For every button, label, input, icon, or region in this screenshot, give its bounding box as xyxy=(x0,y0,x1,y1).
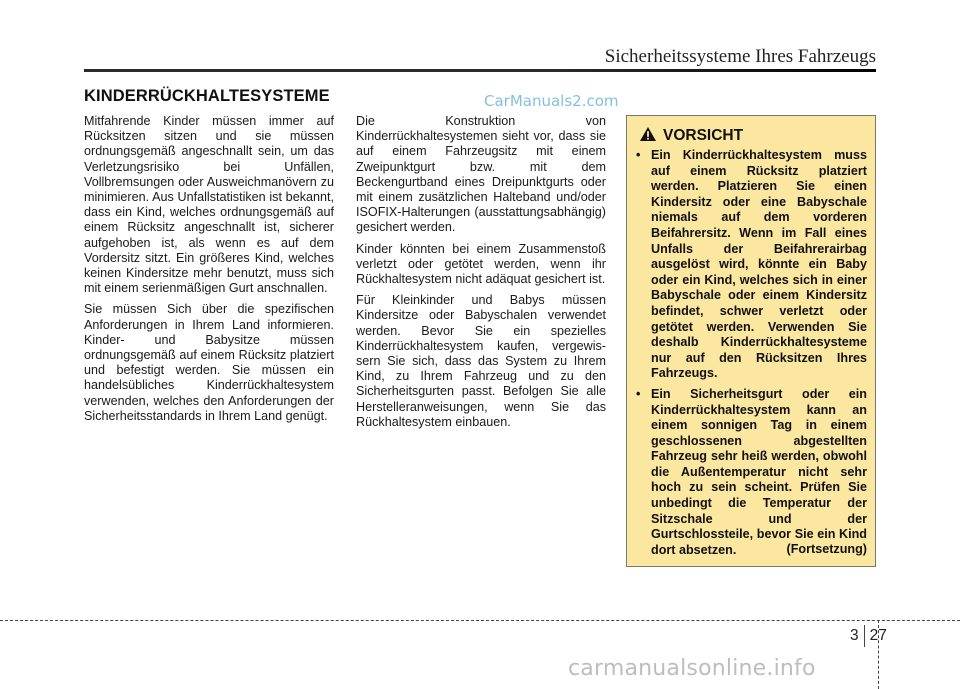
warning-box xyxy=(626,115,876,567)
footer-rule xyxy=(0,620,960,621)
warning-item: • Ein Sicherheitsgurt oder ein Kinderrückhaltesystem kann an einem sonnigen Tag in einem geschlossenen abgestellten Fahrzeug sehr heiß werden, obwohl die Außentemperatur nicht sehr hoch zu sein scheint. Prüfen Sie unbedingt die Temperatur der Sitzschale und der Gurtschlossteile, bevor Sie ein Kind dort absetzen. xyxy=(635,387,867,559)
watermark-top: CarManuals2.com xyxy=(484,92,619,110)
page-number xyxy=(850,625,887,647)
paragraph: Mitfahrende Kinder müssen immer auf Rücksitzen sitzen und sie müssen ordnungsgemäß angeschnallt sein, um das Verletzungsrisiko bei Unfällen, Vollbremsungen oder Ausweichmanövern zu minimieren. Aus Unfallstatistiken ist bekannt, dass ein Kind, welches ordnungsgemäß auf einem Rücksitz angeschnallt ist, sicherer aufgehoben ist, als wenn es auf dem Vordersitz sitzt. Ein größeres Kind, welches keinen Kindersitze mehr benutzt, muss sich mit einem serienmäßigen Gurt anschnallen. xyxy=(84,114,334,296)
warning-header xyxy=(639,126,743,146)
page-number-separator xyxy=(864,625,865,647)
header-title: Sicherheitssysteme Ihres Fahrzeugs xyxy=(604,46,876,67)
chapter-number: 3 xyxy=(850,627,859,644)
warning-triangle-icon xyxy=(639,126,657,147)
warning-item: • Ein Kinderrückhaltesystem muss auf einem Rücksitz platziert werden. Platzieren Sie einen Kindersitz oder eine Babyschale niemals auf dem vorderen Beifahrersitz. Wenn im Fall eines Unfalls der Beifahrerairbag ausgelöst wird, könnte ein Baby oder ein Kind, welches sich in einer Babyschale oder einem Kindersitz befindet, schwer verletzt oder getötet werden. Verwenden Sie deshalb Kinderrückhaltesysteme nur auf den Rücksitzen Ihres Fahrzeugs. xyxy=(635,148,867,382)
text-column-left xyxy=(84,114,334,430)
continued-note: (Fortsetzung) xyxy=(786,542,867,556)
warning-label: VORSICHT xyxy=(663,127,744,144)
watermark-bottom: carmanualsonline.info xyxy=(568,656,816,681)
paragraph: Sie müssen Sich über die spezifischen Anforderungen in Ihrem Land informieren. Kinder- und Babysitze müssen ordnungsgemäß auf einem Rücksitz platziert und befestigt werden. Sie müssen ein handelsübliches Kinderrückhaltesystem verwenden, welches den Anforderungen der Sicherheitsstandards in Ihrem Land genügt. xyxy=(84,302,334,423)
paragraph: Die Konstruktion von Kinderrückhaltesystemen sieht vor, dass sie auf einem Fahrzeugsitz mit einem Zweipunktgurt bzw. mit dem Beckengurtband eines Dreipunktgurts oder mit einem zusätzlichen Halteband und/oder ISOFIX-Halterungen (ausstattungsabhängig) gesichert werden. xyxy=(356,114,606,235)
warning-list xyxy=(635,148,867,563)
paragraph: Kinder könnten bei einem Zusammenstoß verletzt oder getötet werden, wenn ihr Rückhaltesystem nicht adäquat gesichert ist. xyxy=(356,241,606,287)
page-number-value: 27 xyxy=(869,627,887,644)
paragraph: Für Kleinkinder und Babys müssen Kindersitze oder Babyschalen verwendet werden. Bevor Sie ein spezielles Kinderrückhaltesystem kaufen, vergewis-sern Sie sich, dass das System zu Ihrem Kind, zu Ihrem Fahrzeug und zu den Sicherheitsgurten passt. Befolgen Sie alle Herstelleranweisungen, wenn Sie das Rückhaltesystem einbauen. xyxy=(356,293,606,429)
header-rule-accent xyxy=(560,69,876,72)
section-title: KINDERRÜCKHALTESYSTEME xyxy=(78,84,342,108)
text-column-middle xyxy=(356,114,606,436)
